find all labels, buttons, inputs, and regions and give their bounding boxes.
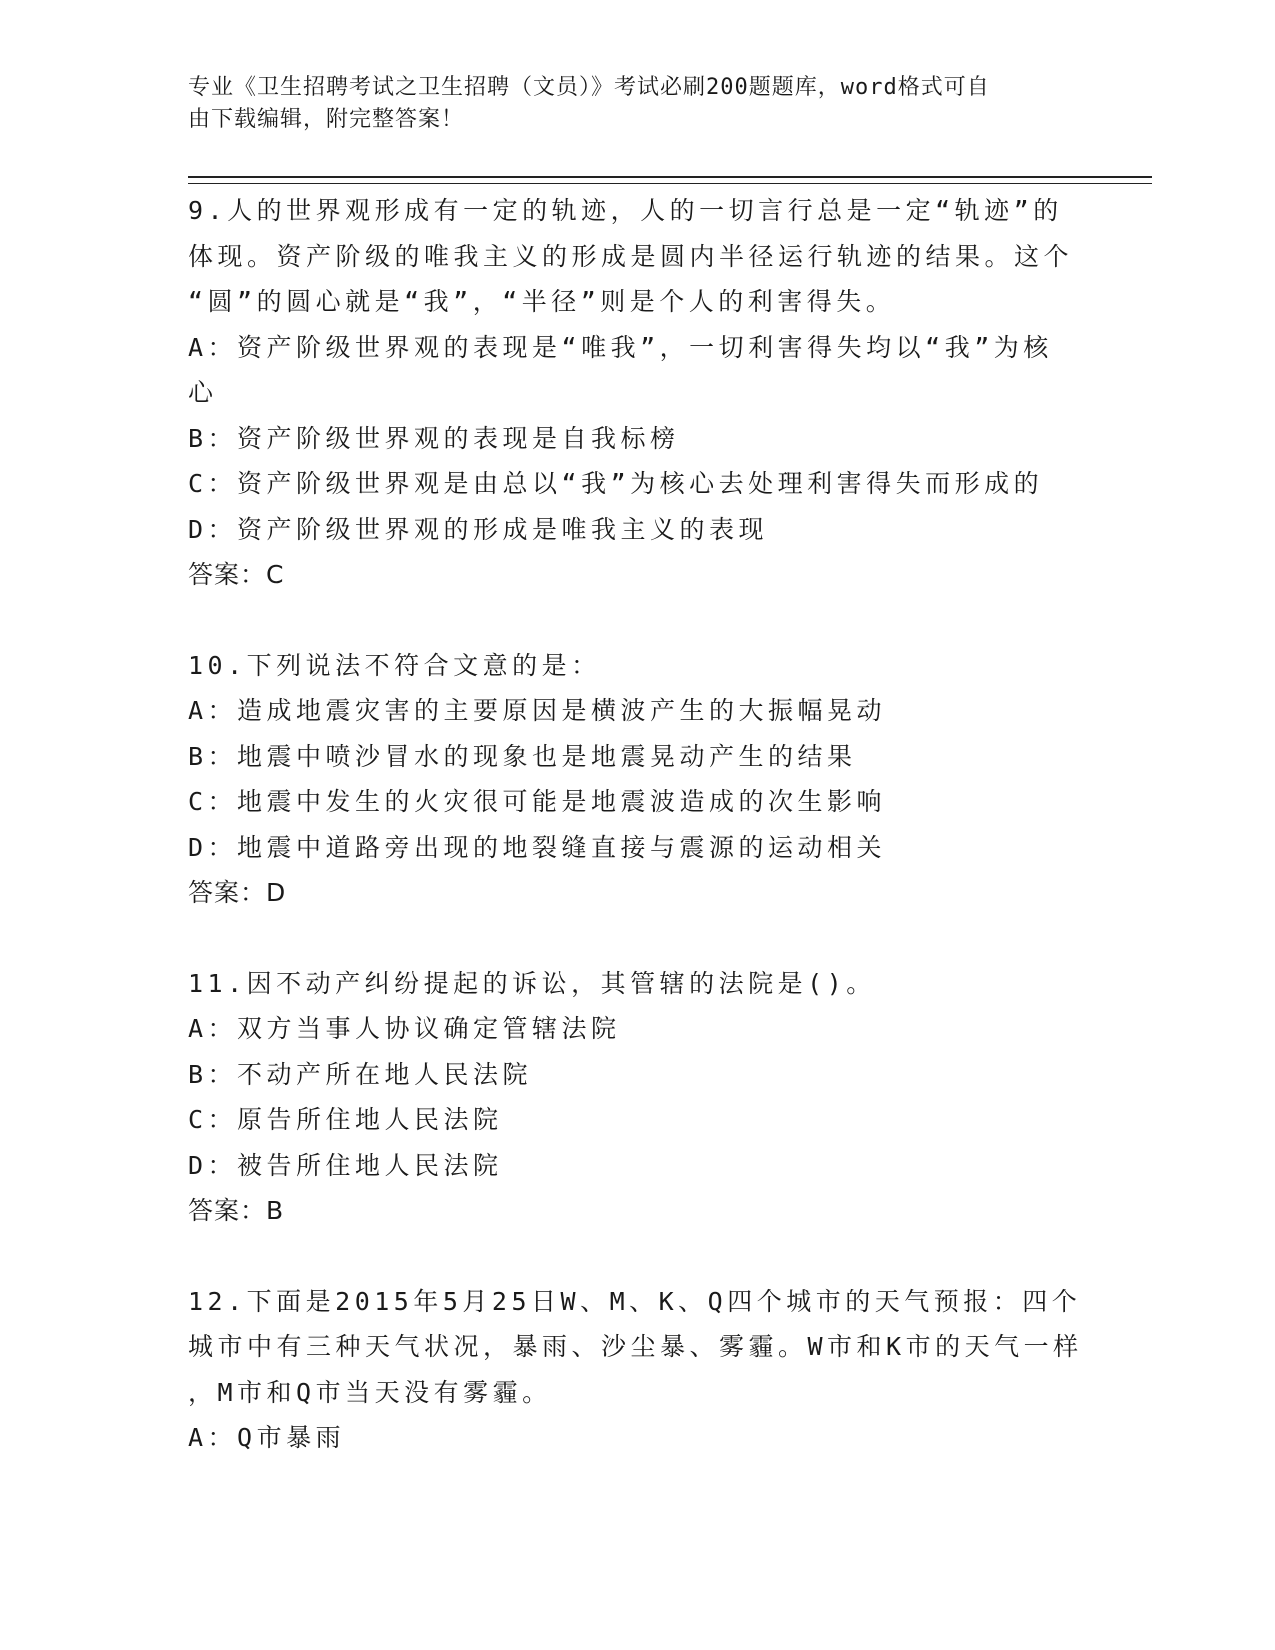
question-9: [188, 188, 1088, 598]
header-divider-thick: [188, 176, 1152, 178]
question-text-line: 体现。资产阶级的唯我主义的形成是圆内半径运行轨迹的结果。这个: [188, 241, 1074, 271]
question-text-line: 11.因不动产纠纷提起的诉讼，其管辖的法院是()。: [188, 968, 876, 998]
answer-line: 答案：C: [188, 560, 285, 589]
option-b: B：地震中喷沙冒水的现象也是地震晃动产生的结果: [188, 741, 857, 771]
header-line-1: 专业《卫生招聘考试之卫生招聘（文员）》考试必刷200题题库，word格式可自: [188, 75, 990, 100]
answer-line: 答案：D: [188, 878, 287, 907]
option-a: A：资产阶级世界观的表现是“唯我”，一切利害得失均以“我”为核: [188, 332, 1053, 362]
option-d: D：地震中道路旁出现的地裂缝直接与震源的运动相关: [188, 832, 887, 862]
option-b: B：不动产所在地人民法院: [188, 1059, 533, 1089]
option-d: D：资产阶级世界观的形成是唯我主义的表现: [188, 514, 769, 544]
question-list: [188, 188, 1088, 1506]
header-divider-thin: [188, 183, 1152, 184]
question-text-line: ，M市和Q市当天没有雾霾。: [188, 1377, 552, 1407]
question-text-line: 城市中有三种天气状况，暴雨、沙尘暴、雾霾。W市和K市的天气一样: [188, 1332, 1083, 1361]
option-b: B：资产阶级世界观的表现是自我标榜: [188, 423, 680, 453]
question-text-line: 9.人的世界观形成有一定的轨迹，人的一切言行总是一定“轨迹”的: [188, 196, 1063, 225]
option-c: C：原告所住地人民法院: [188, 1105, 503, 1134]
document-header: [188, 72, 1088, 136]
question-text-line: “圆”的圆心就是“我”，“半径”则是个人的利害得失。: [188, 287, 896, 316]
header-line-2: 由下载编辑，附完整答案！: [188, 107, 465, 132]
option-a: A：双方当事人协议确定管辖法院: [188, 1014, 621, 1043]
question-11: [188, 961, 1088, 1234]
option-a: A：Q市暴雨: [188, 1423, 346, 1452]
question-text-line: 12.下面是2015年5月25日W、M、K、Q四个城市的天气预报：四个: [188, 1286, 1082, 1316]
question-10: [188, 643, 1088, 916]
question-12: [188, 1279, 1088, 1461]
option-d: D：被告所住地人民法院: [188, 1150, 503, 1180]
option-a-continued: 心: [188, 378, 218, 407]
question-text-line: 10.下列说法不符合文意的是：: [188, 650, 601, 680]
option-c: C：资产阶级世界观是由总以“我”为核心去处理利害得失而形成的: [188, 469, 1044, 498]
answer-line: 答案：B: [188, 1196, 285, 1225]
option-c: C：地震中发生的火灾很可能是地震波造成的次生影响: [188, 787, 887, 816]
option-a: A：造成地震灾害的主要原因是横波产生的大振幅晃动: [188, 696, 887, 725]
